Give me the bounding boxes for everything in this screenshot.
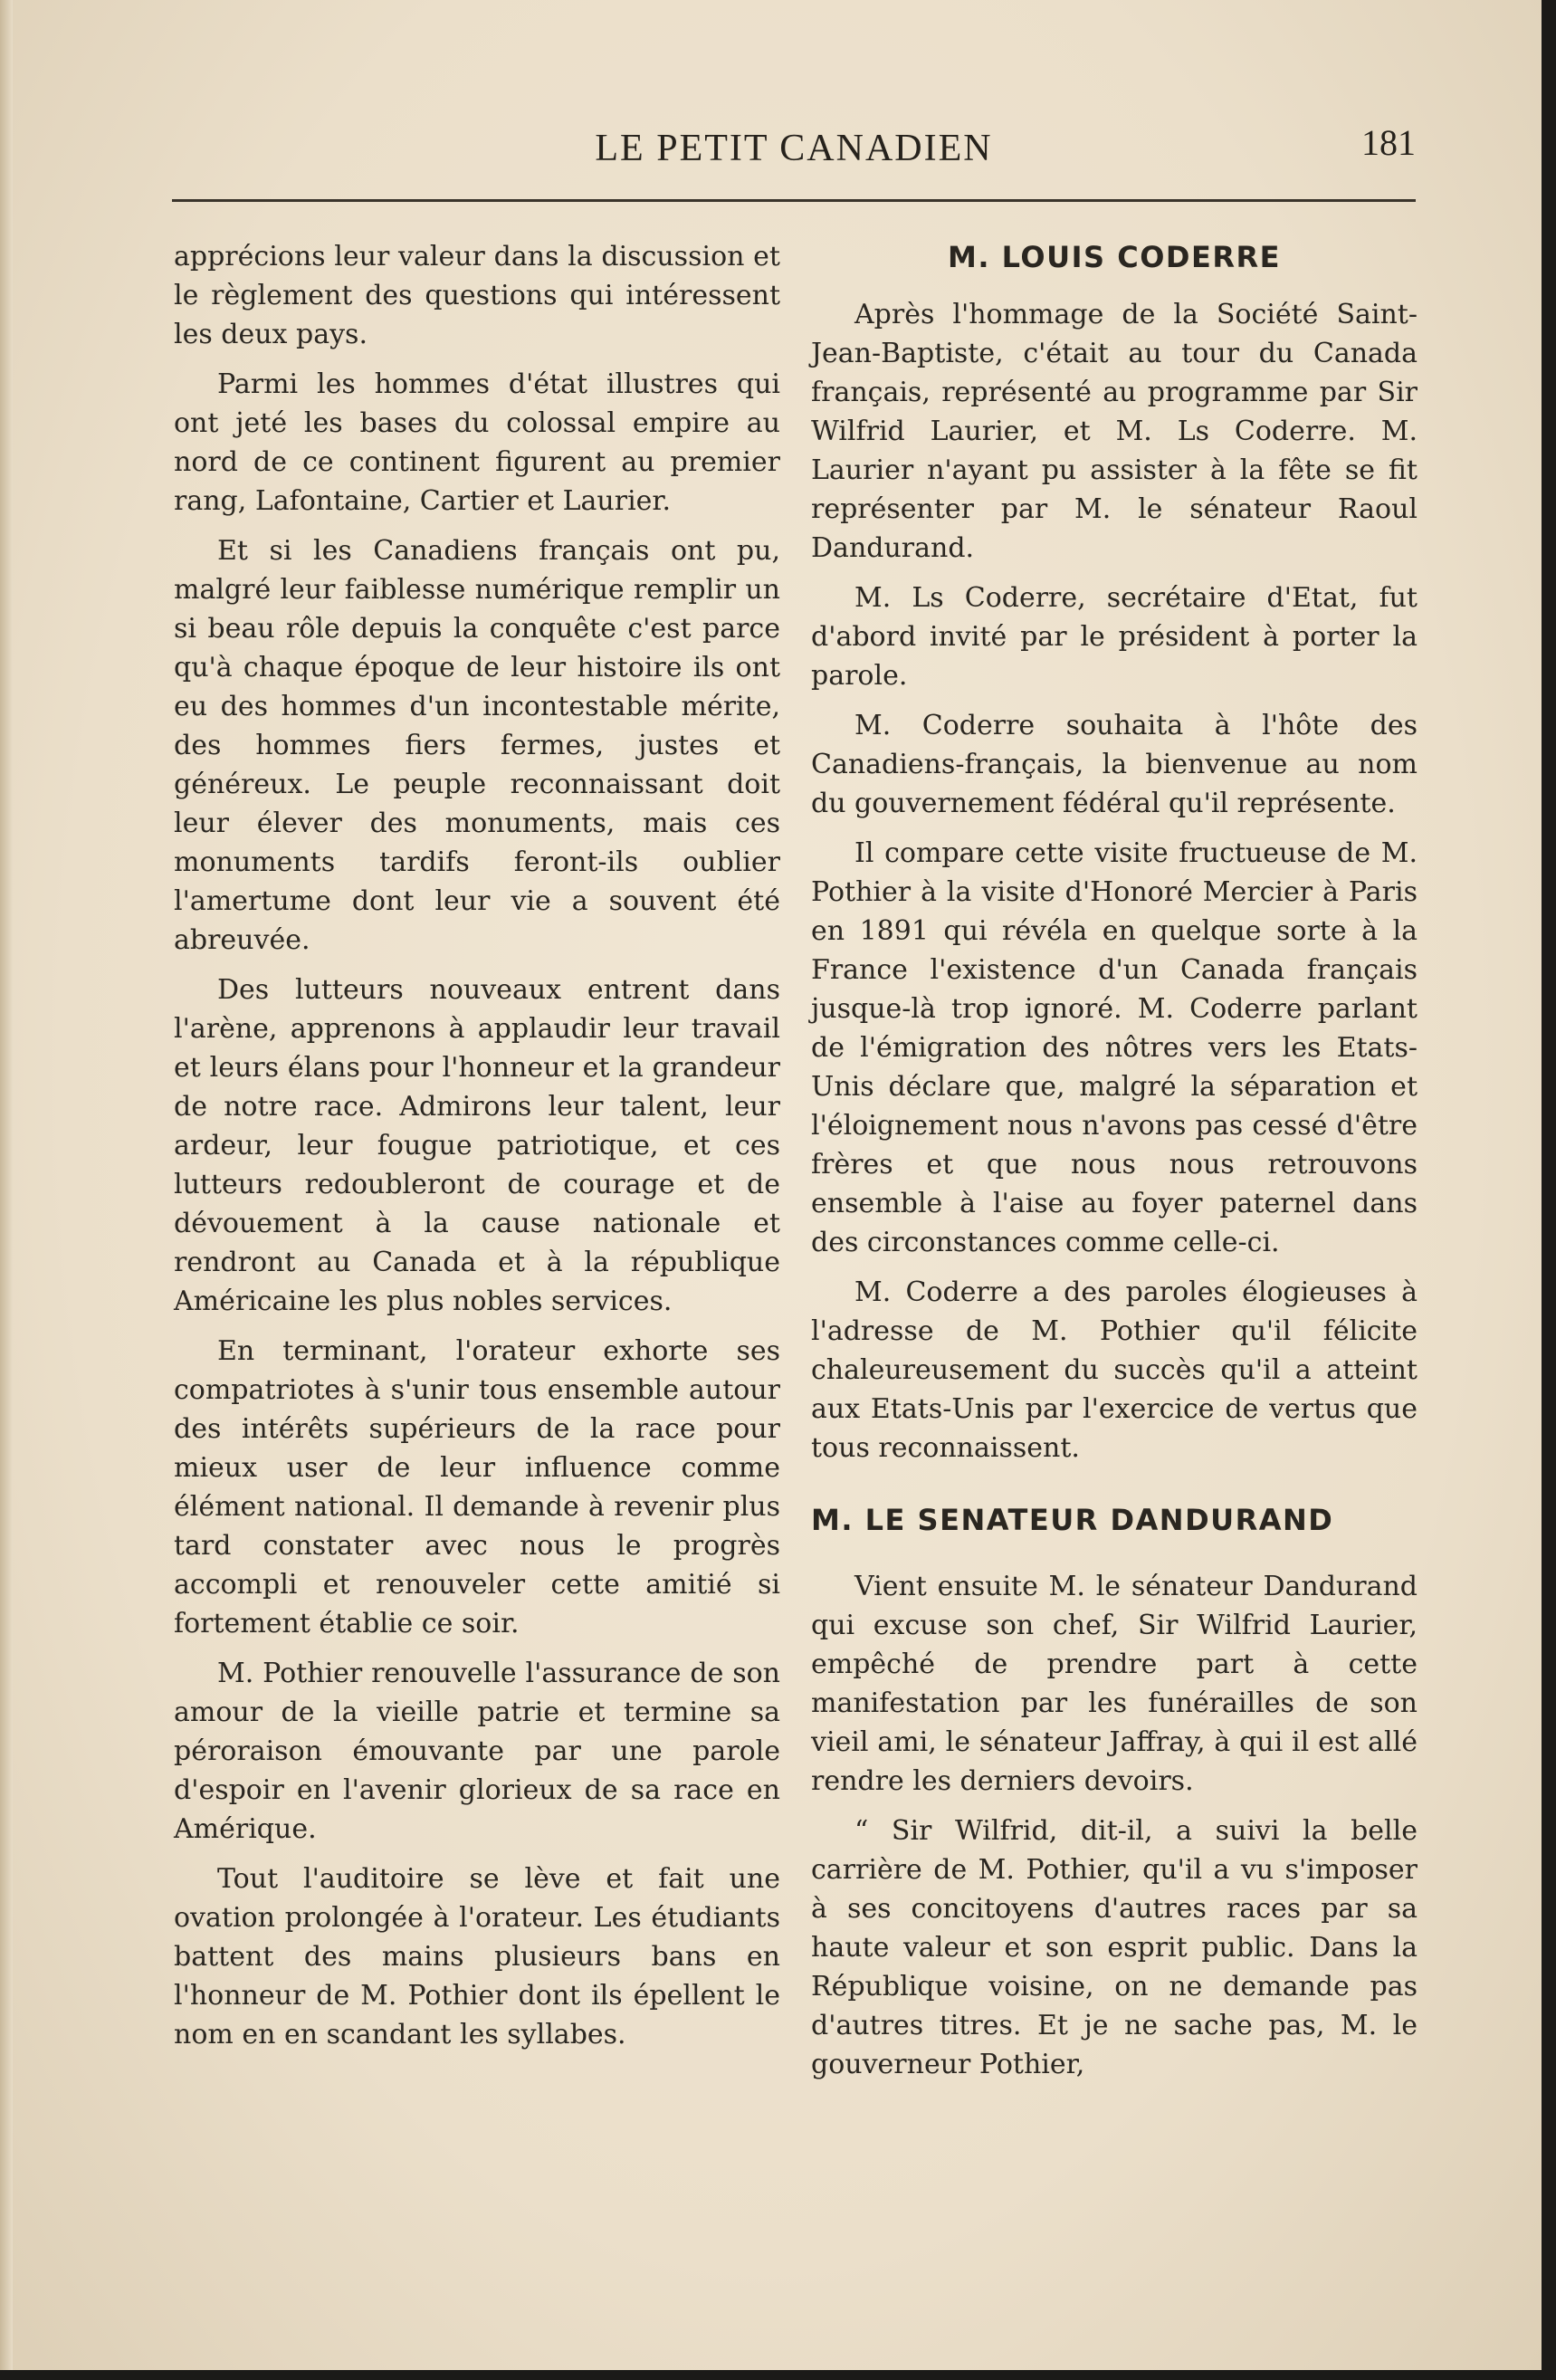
paragraph: En terminant, l'orateur exhorte ses compatriotes à s'unir tous ensemble autour des intérêts supérieurs de la race pour mieux user de leur influence comme élément national. Il demande à revenir plus tard constater avec nous le progrès accompli et renouveler cette amitié si fortement établie ce soir. (174, 1335, 780, 1639)
left-column (174, 237, 780, 2065)
paragraph: apprécions leur valeur dans la discussion et le règlement des questions qui intéressent les deux pays. (174, 241, 780, 350)
section-heading-dandurand: M. LE SENATEUR DANDURAND (811, 1503, 1334, 1537)
paragraph: M. Coderre a des paroles élogieuses à l'adresse de M. Pothier qu'il félicite chaleureusement du succès qu'il a atteint aux Etats-Unis par l'exercice de vertus que tous reconnaissent. (811, 1276, 1418, 1464)
paragraph: M. Pothier renouvelle l'assurance de son amour de la vieille patrie et termine sa péroraison émouvante par une parole d'espoir en l'avenir glorieux de sa race en Amérique. (174, 1658, 780, 1845)
paragraph: Et si les Canadiens français ont pu, malgré leur faiblesse numérique remplir un si beau rôle depuis la conquête c'est parce qu'à chaque époque de leur histoire ils ont eu des hommes d'un incontestable mérite, des hommes fiers fermes, justes et généreux. Le peuple reconnaissant doit leur élever des monuments, mais ces monuments tardifs feront-ils oublier l'amertume dont leur vie a souvent été abreuvée. (174, 535, 780, 956)
section-heading-coderre: M. LOUIS CODERRE (948, 240, 1281, 274)
page-header (172, 122, 1416, 181)
paragraph: Vient ensuite M. le sénateur Dandurand qui excuse son chef, Sir Wilfrid Laurier, empêché de prendre part à cette manifestation par les funérailles de son vieil ami, le sénateur Jaffray, à qui il est allé rendre les derniers devoirs. (811, 1571, 1418, 1797)
header-rule (172, 199, 1416, 202)
paragraph: Tout l'auditoire se lève et fait une ovation prolongée à l'orateur. Les étudiants battent des mains plusieurs bans en l'honneur de M. Pothier dont ils épellent le nom en en scandant les syllabes. (174, 1863, 780, 2050)
paragraph: Parmi les hommes d'état illustres qui ont jeté les bases du colossal empire au nord de ce continent figurent au premier rang, Lafontaine, Cartier et Laurier. (174, 368, 780, 517)
paragraph: “ Sir Wilfrid, dit-il, a suivi la belle carrière de M. Pothier, qu'il a vu s'imposer à ses concitoyens d'autres races par sa haute valeur et son esprit public. Dans la République voisine, on ne demande pas d'autres titres. Et je ne sache pas, M. le gouverneur Pothier, (811, 1815, 1418, 2080)
paragraph: M. Coderre souhaita à l'hôte des Canadiens-français, la bienvenue au nom du gouvernement fédéral qu'il représente. (811, 710, 1418, 819)
paragraph: Après l'hommage de la Société Saint-Jean-Baptiste, c'était au tour du Canada français, représenté au programme par Sir Wilfrid Laurier, et M. Ls Coderre. M. Laurier n'ayant pu assister à la fête se fit représenter par M. le sénateur Raoul Dandurand. (811, 299, 1418, 564)
right-column (811, 237, 1418, 2095)
page-edge (0, 0, 13, 2370)
running-title: LE PETIT CANADIEN (595, 128, 993, 169)
page-number: 181 (1361, 122, 1416, 163)
paragraph: Des lutteurs nouveaux entrent dans l'arène, apprenons à applaudir leur travail et leurs élans pour l'honneur et la grandeur de notre race. Admirons leur talent, leur ardeur, leur fougue patriotique, et ces lutteurs redoubleront de courage et de dévouement à la cause nationale et rendront au Canada et à la république Américaine les plus nobles services. (174, 974, 780, 1317)
paragraph: M. Ls Coderre, secrétaire d'Etat, fut d'abord invité par le président à porter la parole. (811, 582, 1418, 692)
paragraph: Il compare cette visite fructueuse de M. Pothier à la visite d'Honoré Mercier à Paris en 1891 qui révéla en quelque sorte à la France l'existence d'un Canada français jusque-là trop ignoré. M. Coderre parlant de l'émigration des nôtres vers les Etats-Unis déclare que, malgré la séparation et l'éloignement nous n'avons pas cessé d'être frères et que nous nous retrouvons ensemble à l'aise au foyer paternel dans des circonstances comme celle-ci. (811, 837, 1418, 1258)
